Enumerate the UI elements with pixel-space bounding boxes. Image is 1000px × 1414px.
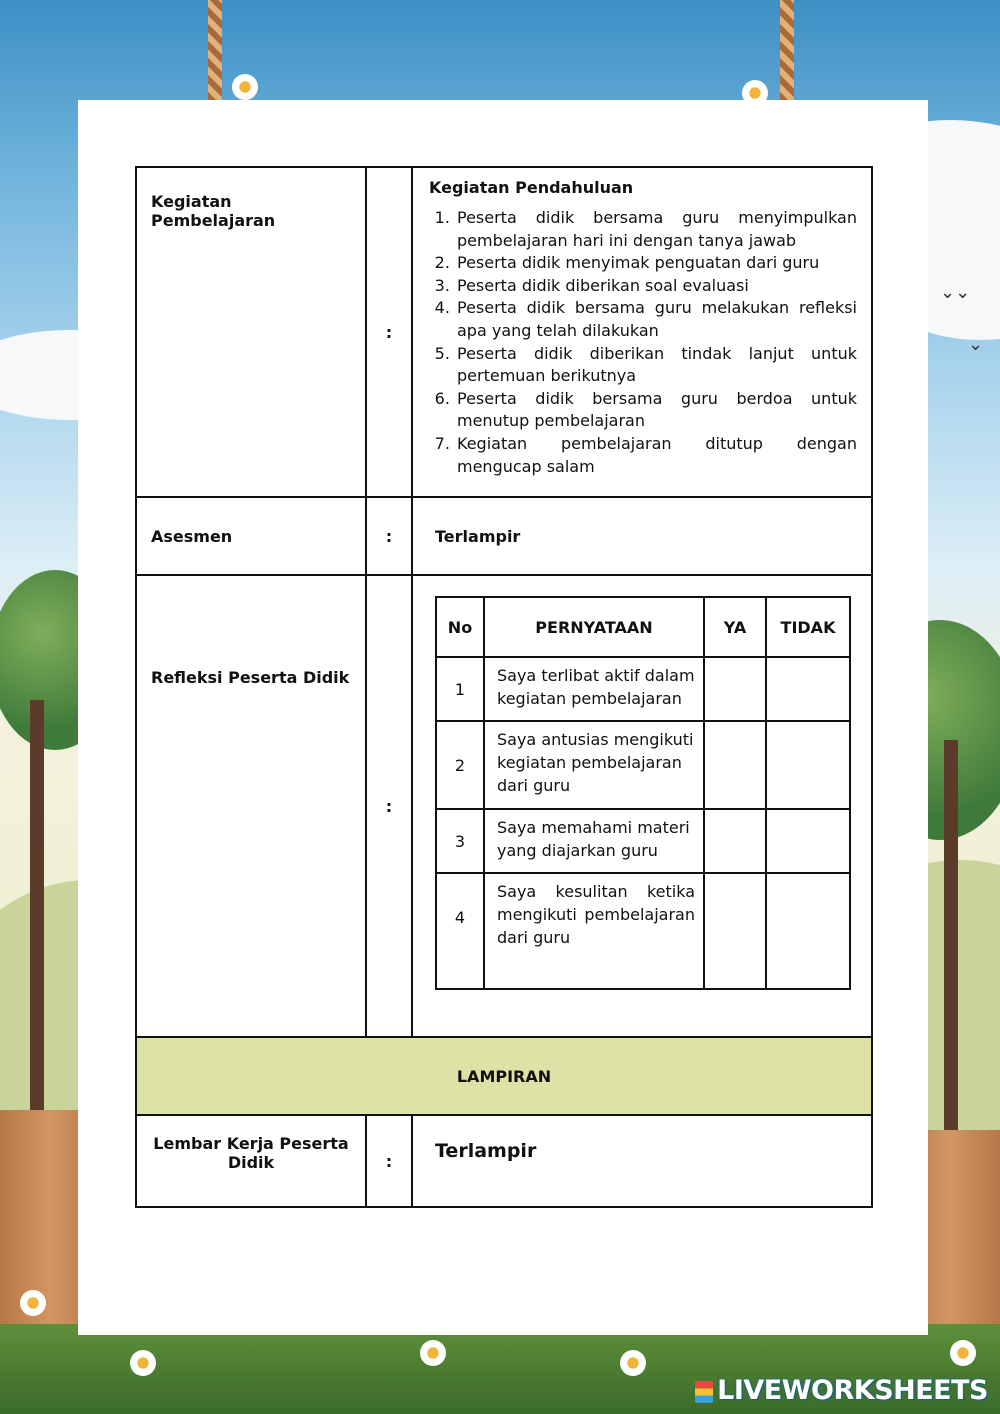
- row-lkpd: [136, 1115, 872, 1207]
- answer-no-cell[interactable]: [766, 721, 850, 809]
- hanging-rope-right: [780, 0, 794, 100]
- lkpd-label: Lembar Kerja Peserta Didik: [136, 1115, 366, 1207]
- flower-icon: [232, 74, 258, 100]
- asesmen-label: Asesmen: [136, 497, 366, 575]
- row-lampiran: [136, 1037, 872, 1115]
- table-row: [436, 721, 850, 809]
- col-header-statement: PERNYATAAN: [484, 597, 704, 657]
- colon-separator: :: [366, 575, 412, 1037]
- row-statement: Saya kesulitan ketika mengikuti pembelajaran dari guru: [484, 873, 704, 989]
- bird-icon: ⌄: [968, 334, 984, 355]
- row-number: 3: [436, 809, 484, 873]
- reflection-header-row: [436, 597, 850, 657]
- row-kegiatan: [136, 167, 872, 497]
- asesmen-value: Terlampir: [412, 497, 872, 575]
- row-asesmen: [136, 497, 872, 575]
- answer-yes-cell[interactable]: [704, 873, 766, 989]
- col-header-no-answer: TIDAK: [766, 597, 850, 657]
- kegiatan-steps: [429, 207, 857, 478]
- tree-trunk: [944, 740, 958, 1180]
- hanging-rope-left: [208, 0, 222, 100]
- bird-icon: ⌄⌄: [940, 282, 971, 303]
- logo-icon: [695, 1381, 713, 1403]
- kegiatan-label: Kegiatan Pembelajaran: [136, 167, 366, 497]
- answer-no-cell[interactable]: [766, 873, 850, 989]
- step-item: 2. Peserta didik menyimak penguatan dari guru: [455, 252, 857, 275]
- col-header-yes: YA: [704, 597, 766, 657]
- tree-trunk: [30, 700, 44, 1180]
- step-item: 4. Peserta didik bersama guru melakukan refleksi apa yang telah dilakukan: [455, 297, 857, 342]
- row-number: 4: [436, 873, 484, 989]
- lkpd-value: Terlampir: [412, 1115, 872, 1207]
- row-number: 1: [436, 657, 484, 721]
- flower-icon: [620, 1350, 646, 1376]
- refleksi-content: [412, 575, 872, 1037]
- flower-icon: [420, 1340, 446, 1366]
- table-row: [436, 809, 850, 873]
- answer-no-cell[interactable]: [766, 809, 850, 873]
- colon-separator: :: [366, 497, 412, 575]
- step-item: 1. Peserta didik bersama guru menyimpulkan pembelajaran hari ini dengan tanya jawab: [455, 207, 857, 252]
- flower-icon: [950, 1340, 976, 1366]
- row-refleksi: [136, 575, 872, 1037]
- colon-separator: :: [366, 1115, 412, 1207]
- row-statement: Saya antusias mengikuti kegiatan pembelajaran dari guru: [484, 721, 704, 809]
- flower-icon: [130, 1350, 156, 1376]
- table-row: [436, 873, 850, 989]
- answer-yes-cell[interactable]: [704, 721, 766, 809]
- row-number: 2: [436, 721, 484, 809]
- row-statement: Saya terlibat aktif dalam kegiatan pembelajaran: [484, 657, 704, 721]
- kegiatan-content: [412, 167, 872, 497]
- liveworksheets-logo: [695, 1375, 988, 1406]
- answer-yes-cell[interactable]: [704, 809, 766, 873]
- step-item: 5. Peserta didik diberikan tindak lanjut untuk pertemuan berikutnya: [455, 343, 857, 388]
- table-row: [436, 657, 850, 721]
- row-statement: Saya memahami materi yang diajarkan guru: [484, 809, 704, 873]
- answer-no-cell[interactable]: [766, 657, 850, 721]
- col-header-no: No: [436, 597, 484, 657]
- step-item: 7. Kegiatan pembelajaran ditutup dengan mengucap salam: [455, 433, 857, 478]
- watermark-text: LIVEWORKSHEETS: [717, 1375, 988, 1406]
- refleksi-label: Refleksi Peserta Didik: [136, 575, 366, 1037]
- answer-yes-cell[interactable]: [704, 657, 766, 721]
- flower-icon: [20, 1290, 46, 1316]
- lesson-plan-table: [135, 166, 873, 1208]
- colon-separator: :: [366, 167, 412, 497]
- reflection-table: [435, 596, 851, 990]
- kegiatan-heading: Kegiatan Pendahuluan: [429, 178, 634, 197]
- lampiran-heading: LAMPIRAN: [136, 1037, 872, 1115]
- step-item: 3. Peserta didik diberikan soal evaluasi: [455, 275, 857, 298]
- step-item: 6. Peserta didik bersama guru berdoa untuk menutup pembelajaran: [455, 388, 857, 433]
